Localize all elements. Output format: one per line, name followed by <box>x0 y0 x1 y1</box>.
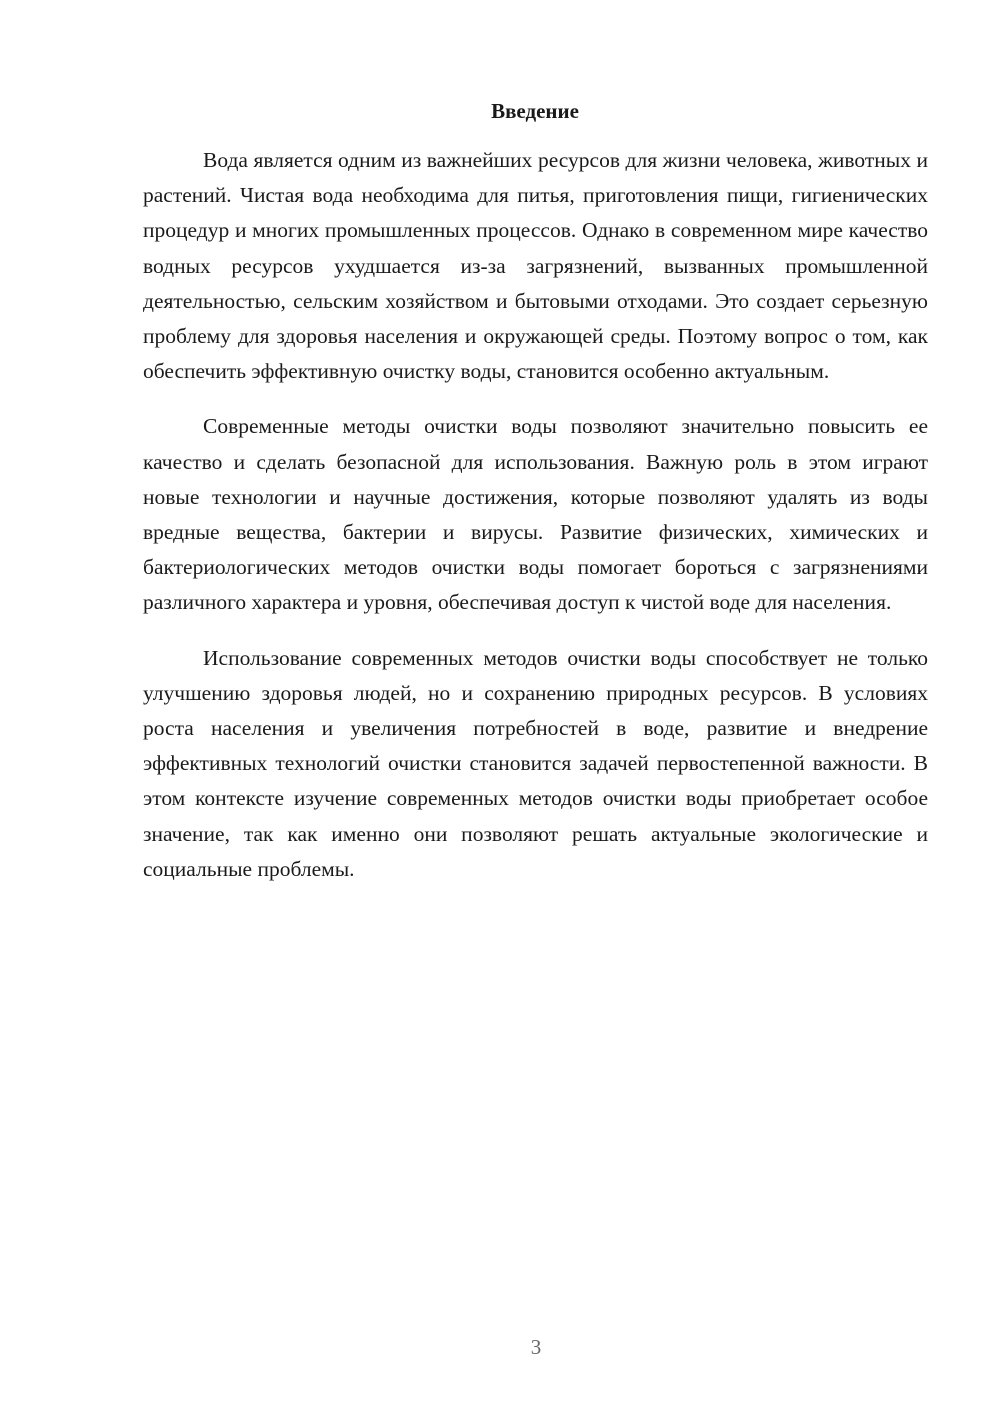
paragraph-3: Использование современных методов очистки воды способствует не только улучшению здоровья людей, но и сохранению природных ресурсов. В условиях роста населения и увеличения потребностей в воде, развитие и внедрение эффективных технологий очистки становится задачей первостепенной важности. В этом контексте изучение современных методов очистки воды приобретает особое значение, так как именно они позволяют решать актуальные экологические и социальные проблемы. <box>143 645 928 881</box>
section-heading: Введение <box>491 99 579 123</box>
body-text <box>143 143 928 907</box>
paragraph-1: Вода является одним из важнейших ресурсов для жизни человека, животных и растений. Чистая вода необходима для питья, приготовления пищи, гигиенических процедур и многих промышленных процессов. Однако в современном мире качество водных ресурсов ухудшается из-за загрязнений, вызванных промышленной деятельностью, сельским хозяйством и бытовыми отходами. Это создает серьезную проблему для здоровья населения и окружающей среды. Поэтому вопрос о том, как обеспечить эффективную очистку воды, становится особенно актуальным. <box>143 148 928 384</box>
page-number: 3 <box>530 1335 542 1359</box>
paragraph-2: Современные методы очистки воды позволяют значительно повысить ее качество и сделать безопасной для использования. Важную роль в этом играют новые технологии и научные достижения, которые позволяют удалять из воды вредные вещества, бактерии и вирусы. Развитие физических, химических и бактериологических методов очистки воды помогает бороться с загрязнениями различного характера и уровня, обеспечивая доступ к чистой воде для населения. <box>143 414 928 615</box>
